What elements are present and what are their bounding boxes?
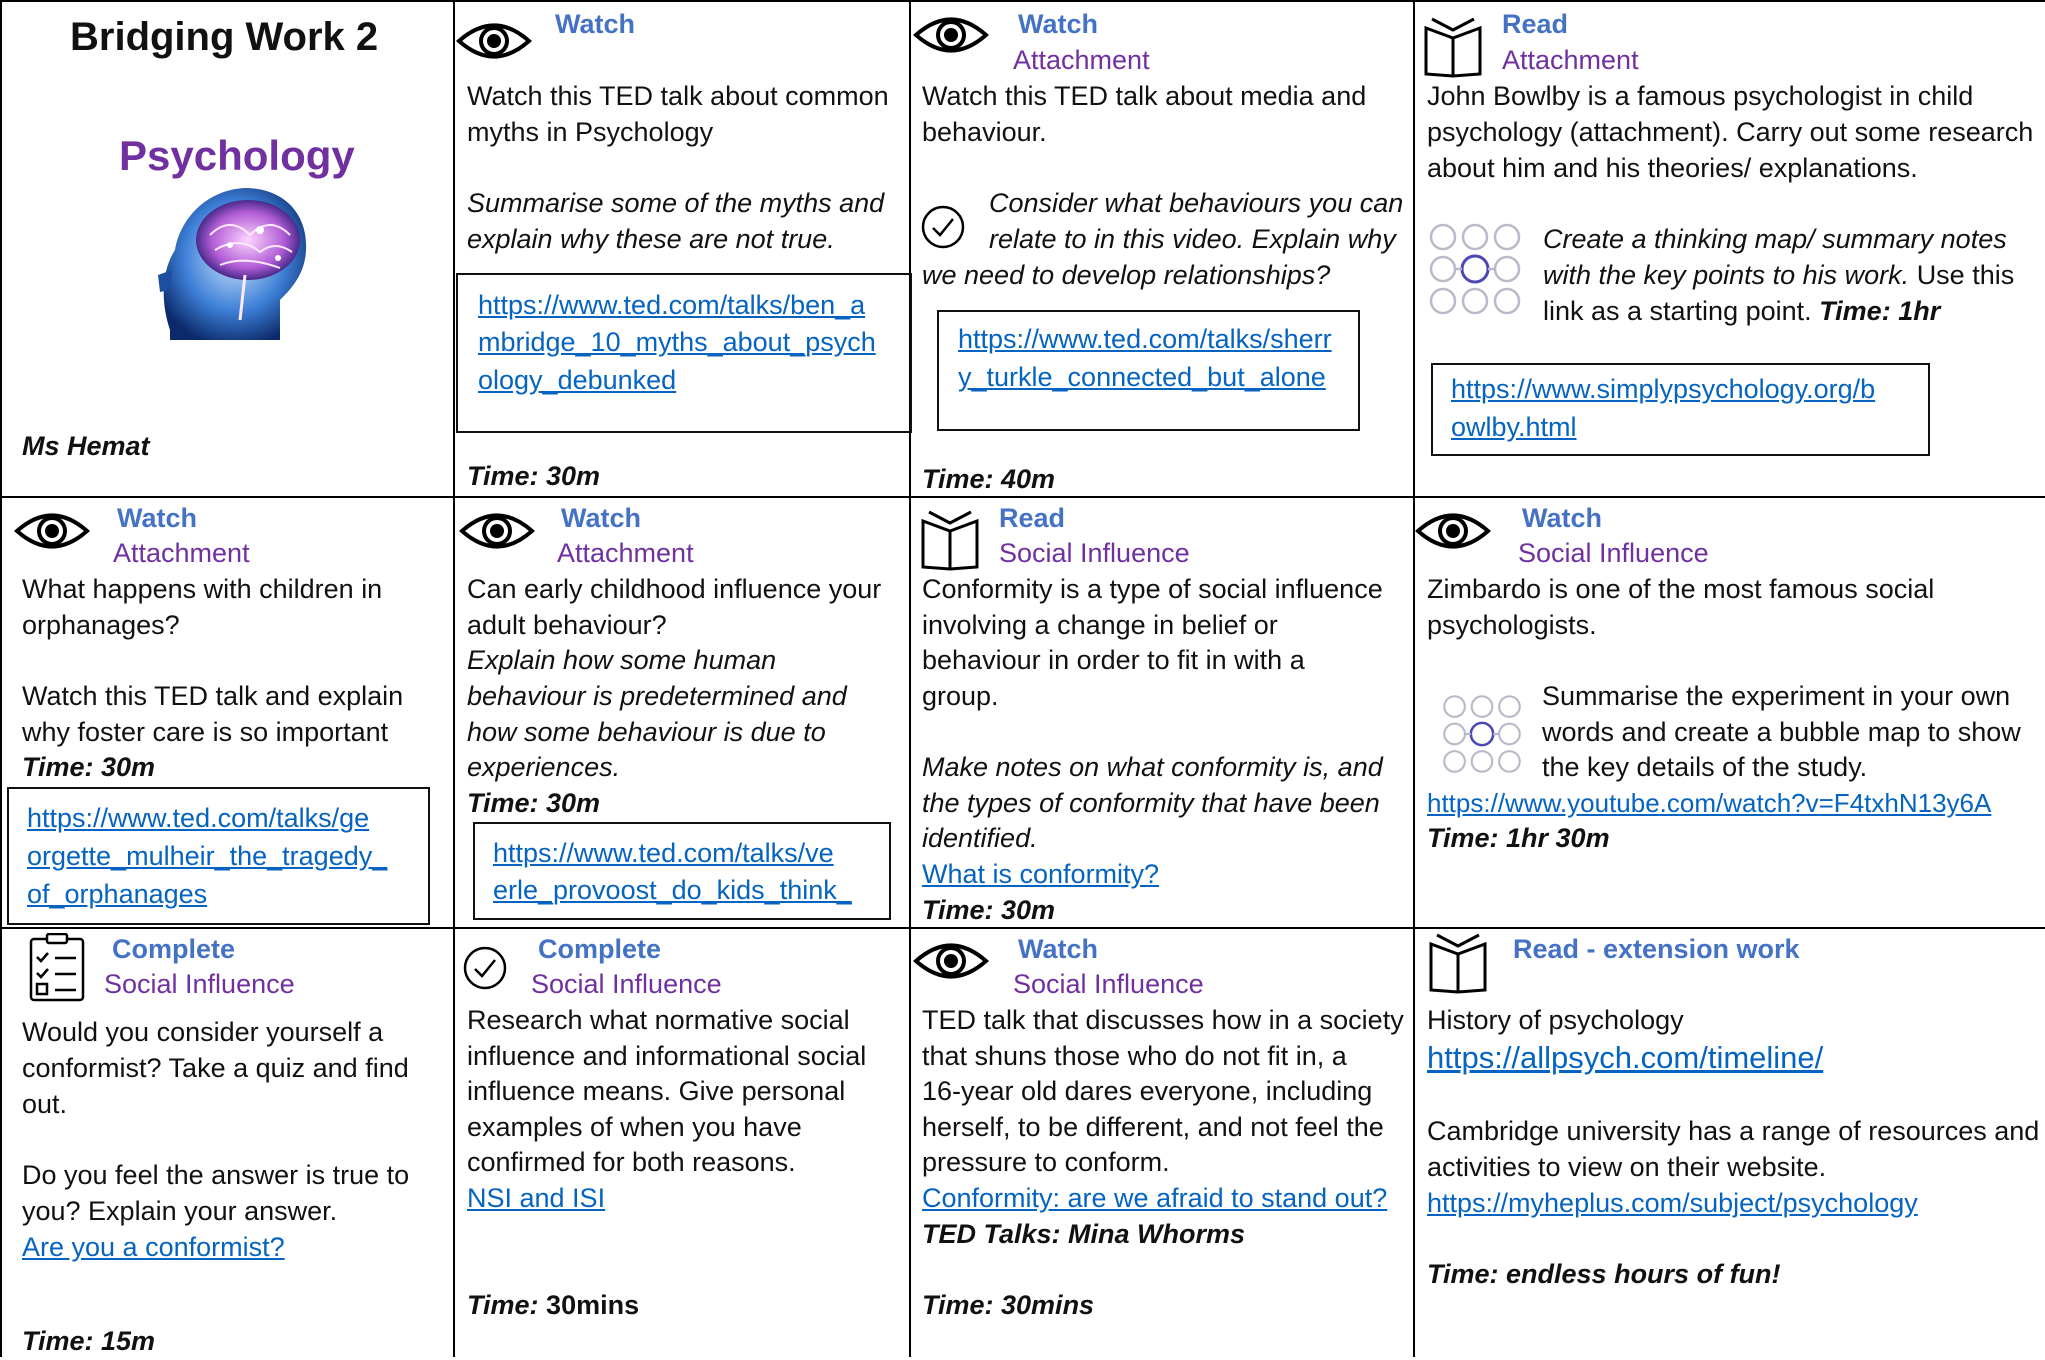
task-text: myths in Psychology: [467, 117, 714, 147]
check-circle-icon: [462, 945, 508, 991]
time-label: Time: 30m: [467, 788, 601, 818]
eye-icon: [913, 940, 989, 982]
web-link[interactable]: https://www.simplypsychology.org/b: [1451, 374, 1876, 404]
topic-label: Social Influence: [1013, 969, 1204, 999]
task-text: TED talk that discusses how in a society: [922, 1005, 1404, 1035]
task-instruction-rest: link as a starting point.: [1543, 296, 1812, 326]
task-type-label: Watch: [1522, 503, 1602, 533]
ted-link[interactable]: https://www.ted.com/talks/ve: [493, 838, 834, 868]
task-text: the key details of the study.: [1542, 752, 1868, 782]
task-text: why foster care is so important: [22, 717, 389, 747]
ted-link[interactable]: https://www.ted.com/talks/ben_a: [478, 290, 866, 320]
task-instruction: how some behaviour is due to: [467, 717, 826, 747]
task-text: activities to view on their website.: [1427, 1152, 1827, 1182]
eye-icon: [459, 510, 535, 552]
task-text: psychology (attachment). Carry out some research: [1427, 117, 2034, 147]
ted-link[interactable]: ology_debunked: [478, 365, 677, 395]
topic-label: Social Influence: [1518, 538, 1709, 568]
task-text: History of psychology: [1427, 1005, 1684, 1035]
grid-line: [453, 0, 455, 1357]
quiz-link[interactable]: Are you a conformist?: [22, 1232, 285, 1262]
task-instruction: behaviour is predetermined and: [467, 681, 847, 711]
task-text: Watch this TED talk about common: [467, 81, 889, 111]
task-text: Watch this TED talk about media and: [922, 81, 1367, 111]
time-label: Time: 30m: [467, 461, 601, 491]
eye-icon: [913, 14, 989, 56]
time-label: Time: 15m: [22, 1326, 156, 1356]
task-instruction: Make notes on what conformity is, and: [922, 752, 1383, 782]
task-instruction: relate to in this video. Explain why: [989, 224, 1396, 254]
task-type-label: Complete: [538, 934, 662, 964]
topic-label: Attachment: [1502, 45, 1639, 75]
task-instruction: [1543, 294, 1940, 330]
youtube-link[interactable]: https://www.youtube.com/watch?v=F4txhN13y6A: [1427, 788, 1992, 818]
task-text: about him and his theories/ explanations.: [1427, 153, 1918, 183]
task-text: John Bowlby is a famous psychologist in child: [1427, 81, 1974, 111]
time-label: Time: 1hr: [1819, 296, 1941, 326]
ted-link[interactable]: https://www.ted.com/talks/sherr: [958, 324, 1332, 354]
task-instruction: explain why these are not true.: [467, 224, 835, 254]
eye-icon: [14, 510, 90, 552]
conformity-link[interactable]: What is conformity?: [922, 859, 1160, 889]
task-text: influence and informational social: [467, 1041, 867, 1071]
task-instruction: the types of conformity that have been: [922, 788, 1380, 818]
task-text: pressure to conform.: [922, 1147, 1170, 1177]
grid-line: [0, 0, 2045, 2]
task-type-label: Read: [999, 503, 1066, 533]
time-label: Time: 1hr 30m: [1427, 823, 1610, 853]
task-text: Summarise the experiment in your own: [1542, 681, 2011, 711]
task-text: Would you consider yourself a: [22, 1017, 384, 1047]
time-label: Time: 30m: [922, 895, 1056, 925]
task-text: behaviour.: [922, 117, 1047, 147]
task-text: adult behaviour?: [467, 610, 667, 640]
task-text: out.: [22, 1089, 68, 1119]
task-instruction-italic: with the key points to his work.: [1543, 260, 1910, 290]
ted-link[interactable]: erle_provoost_do_kids_think_: [493, 875, 852, 905]
time-label: Time: endless hours of fun!: [1427, 1259, 1781, 1289]
ted-link[interactable]: orgette_mulheir_the_tragedy_: [27, 841, 388, 871]
book-icon: [919, 509, 981, 571]
task-instruction: Create a thinking map/ summary notes: [1543, 224, 2007, 254]
task-text: 16-year old dares everyone, including: [922, 1076, 1373, 1106]
ted-link[interactable]: of_orphanages: [27, 879, 208, 909]
task-type-label: Complete: [112, 934, 236, 964]
task-instruction: identified.: [922, 823, 1038, 853]
teacher-name: Ms Hemat: [22, 431, 150, 461]
eye-icon: [1415, 510, 1491, 552]
task-text: examples of when you have: [467, 1112, 802, 1142]
task-text: confirmed for both reasons.: [467, 1147, 796, 1177]
ted-link[interactable]: mbridge_10_myths_about_psych: [478, 327, 876, 357]
topic-label: Attachment: [113, 538, 250, 568]
task-instruction: experiences.: [467, 752, 621, 782]
time-label-prefix: Time:: [467, 1290, 539, 1320]
grid-line: [0, 0, 2, 1357]
task-type-label: Read: [1502, 9, 1569, 39]
task-type-label: Watch: [1018, 9, 1098, 39]
book-icon: [1427, 932, 1489, 994]
video-credit: TED Talks: Mina Whorms: [922, 1219, 1246, 1249]
task-type-label: Read - extension work: [1513, 934, 1800, 964]
topic-label: Social Influence: [531, 969, 722, 999]
task-instruction: Explain how some human: [467, 645, 777, 675]
grid-line: [909, 0, 911, 1357]
subject-title: Psychology: [119, 132, 355, 179]
task-type-label: Watch: [561, 503, 641, 533]
task-text: Watch this TED talk and explain: [22, 681, 404, 711]
task-type-label: Watch: [1018, 934, 1098, 964]
book-icon: [1422, 16, 1484, 78]
task-instruction: [1543, 258, 2014, 294]
task-text: Do you feel the answer is true to: [22, 1160, 410, 1190]
task-text: you? Explain your answer.: [22, 1196, 338, 1226]
ted-link[interactable]: y_turkle_connected_but_alone: [958, 362, 1326, 392]
task-type-label: Watch: [555, 9, 635, 39]
task-text: conformist? Take a quiz and find: [22, 1053, 409, 1083]
time-label: Time: 30mins: [922, 1290, 1095, 1320]
task-instruction: Summarise some of the myths and: [467, 188, 885, 218]
nsi-isi-link[interactable]: NSI and ISI: [467, 1183, 606, 1213]
web-link[interactable]: owlby.html: [1451, 412, 1577, 442]
topic-label: Social Influence: [104, 969, 295, 999]
task-instruction: Consider what behaviours you can: [989, 188, 1404, 218]
task-text: influence means. Give personal: [467, 1076, 846, 1106]
conformity-video-link[interactable]: Conformity: are we afraid to stand out?: [922, 1183, 1388, 1213]
ted-link[interactable]: https://www.ted.com/talks/ge: [27, 803, 370, 833]
time-label: Time: 40m: [922, 464, 1056, 494]
task-text: Can early childhood influence your: [467, 574, 882, 604]
time-value: 30mins: [546, 1290, 640, 1320]
task-instruction-rest: Use this: [1916, 260, 2015, 290]
bubble-map-icon: [1426, 220, 1524, 318]
task-text: words and create a bubble map to show: [1542, 717, 2021, 747]
task-text: that shuns those who do not fit in, a: [922, 1041, 1347, 1071]
task-text: herself, to be different, and not feel the: [922, 1112, 1384, 1142]
allpsych-link[interactable]: https://allpsych.com/timeline/: [1427, 1040, 1824, 1075]
task-text: behaviour in order to fit in with a: [922, 645, 1305, 675]
task-text: involving a change in belief or: [922, 610, 1278, 640]
time-label: Time: 30m: [22, 752, 156, 782]
task-text: Zimbardo is one of the most famous social: [1427, 574, 1935, 604]
task-text: Research what normative social: [467, 1005, 850, 1035]
topic-label: Attachment: [557, 538, 694, 568]
myheplus-link[interactable]: https://myheplus.com/subject/psychology: [1427, 1188, 1918, 1218]
task-instruction: we need to develop relationships?: [922, 260, 1331, 290]
task-text: group.: [922, 681, 999, 711]
grid-line: [1413, 0, 1415, 1357]
bubble-map-icon: [1440, 692, 1524, 776]
check-circle-icon: [920, 204, 966, 250]
page-title: Bridging Work 2: [70, 15, 379, 59]
topic-label: Attachment: [1013, 45, 1150, 75]
eye-icon: [456, 20, 532, 62]
task-text: Conformity is a type of social influence: [922, 574, 1383, 604]
task-text: What happens with children in: [22, 574, 383, 604]
brain-illustration: [150, 180, 310, 345]
time-label: [467, 1288, 639, 1324]
task-text: psychologists.: [1427, 610, 1597, 640]
task-text: Cambridge university has a range of resources and: [1427, 1116, 2040, 1146]
task-type-label: Watch: [117, 503, 197, 533]
checklist-icon: [28, 933, 86, 1003]
task-text: orphanages?: [22, 610, 180, 640]
topic-label: Social Influence: [999, 538, 1190, 568]
